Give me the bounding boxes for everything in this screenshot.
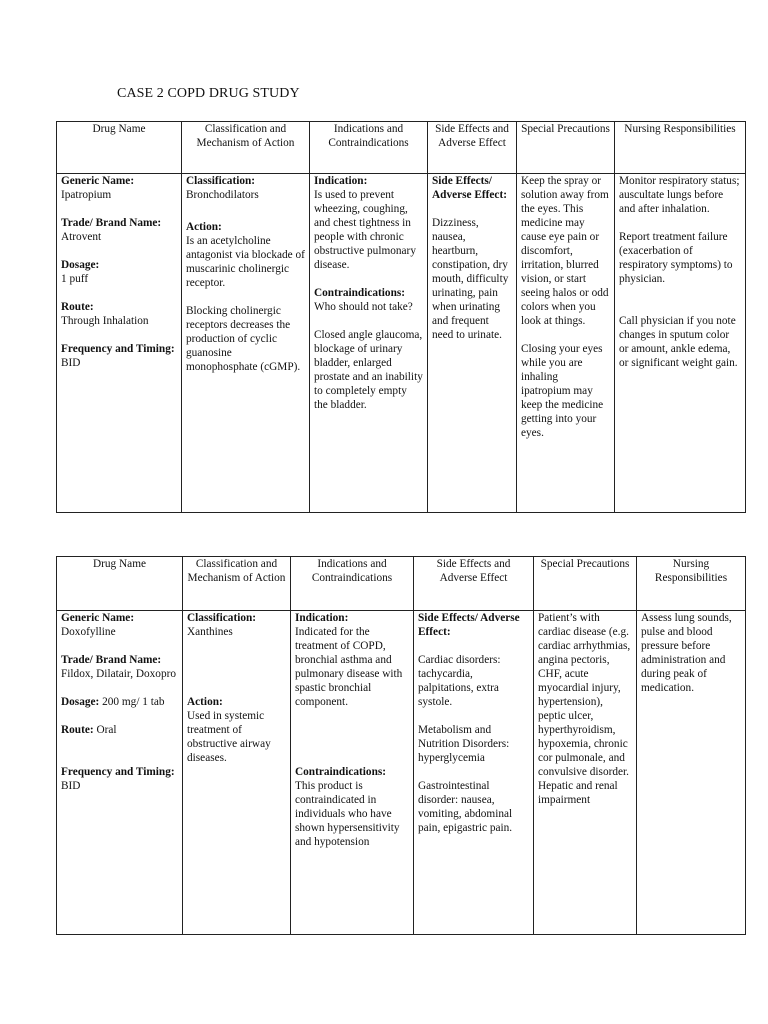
contraindications-text-2: Closed angle glaucoma, blockage of urinary bladder, enlarged prostate and an inability to completely empty the bladder. (314, 329, 423, 411)
indication-label: Indication: (314, 175, 368, 187)
generic-name: Ipatropium (61, 189, 112, 201)
indications-cell (310, 174, 428, 513)
table-header-row (57, 122, 746, 174)
indication-text: Indicated for the treatment of COPD, bronchial asthma and pulmonary disease with spastic bronchial component. (295, 626, 403, 708)
nursing-text: Assess lung sounds, pulse and blood pressure before administration and during peak of medication. (641, 612, 732, 694)
frequency: BID (61, 357, 81, 369)
trade-name: Atrovent (61, 231, 102, 243)
header-side-effects: Side Effects and Adverse Effect (414, 557, 534, 611)
frequency-label: Frequency and Timing: (61, 766, 175, 778)
header-classification: Classification and Mechanism of Action (183, 557, 291, 611)
table-header-row (57, 557, 746, 611)
precautions-text-2: Closing your eyes while you are inhaling ipatropium may keep the medicine getting into your eyes. (521, 343, 604, 439)
action-text: Is an acetylcholine antagonist via blockade of muscarinic cholinergic receptor. (186, 235, 305, 289)
header-drug-name: Drug Name (57, 557, 183, 611)
nursing-text-3: Call physician if you note changes in sputum color or amount, ankle edema, or significant weight gain. (619, 315, 738, 369)
classification-label: Classification: (186, 175, 256, 187)
side-effects-label: Side Effects/ Adverse Effect: (432, 175, 507, 201)
route: Through Inhalation (61, 315, 149, 327)
generic-name-label: Generic Name: (61, 175, 135, 187)
route: Oral (96, 724, 117, 736)
precautions-cell (534, 611, 637, 935)
precautions-text: Patient’s with cardiac disease (e.g. cardiac arrhythmias, angina pectoris, CHF, acute myocardial injury, hypertension), peptic ulcer, hyperthyroidism, hypoxemia, chronic cor pulmonale, and convulsive disorder. Hepatic and renal impairment (538, 612, 631, 806)
dosage: 1 puff (61, 273, 89, 285)
dosage: 200 mg/ 1 tab (102, 696, 165, 708)
generic-name: Doxofylline (61, 626, 116, 638)
contraindications-text: Who should not take? (314, 301, 413, 313)
route-label: Route: (61, 724, 94, 736)
nursing-text: Monitor respiratory status; auscultate lungs before and after inhalation. (619, 175, 740, 215)
classification: Bronchodilators (186, 189, 259, 201)
generic-name-label: Generic Name: (61, 612, 135, 624)
nursing-text-2: Report treatment failure (exacerbation of respiratory symptoms) to physician. (619, 231, 733, 285)
header-indications: Indications and Contraindications (310, 122, 428, 174)
page-title: CASE 2 COPD DRUG STUDY (117, 86, 300, 101)
dosage-label: Dosage: (61, 259, 100, 271)
header-nursing: Nursing Responsibilities (615, 122, 746, 174)
dosage-label: Dosage: (61, 696, 100, 708)
classification-label: Classification: (187, 612, 257, 624)
side-effects-text-3: Gastrointestinal disorder: nausea, vomiting, abdominal pain, epigastric pain. (418, 780, 513, 834)
nursing-cell (615, 174, 746, 513)
header-nursing: Nursing Responsibilities (637, 557, 746, 611)
classification-cell (183, 611, 291, 935)
side-effects-cell (414, 611, 534, 935)
action-label: Action: (187, 696, 223, 708)
drug-name-cell (57, 611, 183, 935)
contraindications-label: Contraindications: (295, 766, 387, 778)
frequency: BID (61, 780, 81, 792)
nursing-cell (637, 611, 746, 935)
drug-table-doxofylline (56, 556, 746, 935)
header-precautions: Special Precautions (534, 557, 637, 611)
classification-cell (182, 174, 310, 513)
trade-name-label: Trade/ Brand Name: (61, 654, 162, 666)
precautions-cell (517, 174, 615, 513)
action-label: Action: (186, 221, 222, 233)
contraindications-label: Contraindications: (314, 287, 406, 299)
drug-name-cell (57, 174, 182, 513)
side-effects-label: Side Effects/ Adverse Effect: (418, 612, 520, 638)
route-label: Route: (61, 301, 94, 313)
contraindications-text: This product is contraindicated in individuals who have shown hypersensitivity and hypotension (295, 780, 400, 848)
table-row (57, 174, 746, 513)
side-effects-text-2: Metabolism and Nutrition Disorders: hyperglycemia (418, 724, 510, 764)
action-text-2: Blocking cholinergic receptors decreases the production of cyclic guanosine monophosphate (cGMP). (186, 305, 301, 373)
indication-text: Is used to prevent wheezing, coughing, and chest tightness in people with chronic obstructive pulmonary disease. (314, 189, 416, 271)
drug-table-ipatropium (56, 121, 746, 513)
side-effects-text: Dizziness, nausea, heartburn, constipation, dry mouth, difficulty urinating, pain when urinating and frequent need to urinate. (432, 217, 509, 341)
header-indications: Indications and Contraindications (291, 557, 414, 611)
trade-name-label: Trade/ Brand Name: (61, 217, 162, 229)
header-precautions: Special Precautions (517, 122, 615, 174)
frequency-label: Frequency and Timing: (61, 343, 175, 355)
header-drug-name: Drug Name (57, 122, 182, 174)
header-side-effects: Side Effects and Adverse Effect (428, 122, 517, 174)
indication-label: Indication: (295, 612, 349, 624)
classification: Xanthines (187, 626, 233, 638)
header-classification: Classification and Mechanism of Action (182, 122, 310, 174)
precautions-text: Keep the spray or solution away from the eyes. This medicine may cause eye pain or discomfort, irritation, blurred vision, or start seeing halos or odd colors when you look at things. (521, 175, 609, 327)
action-text: Used in systemic treatment of obstructive airway diseases. (187, 710, 271, 764)
side-effects-text: Cardiac disorders: tachycardia, palpitations, extra systole. (418, 654, 501, 708)
indications-cell (291, 611, 414, 935)
table-row (57, 611, 746, 935)
trade-name: Fildox, Dilatair, Doxopro (61, 668, 177, 680)
side-effects-cell (428, 174, 517, 513)
